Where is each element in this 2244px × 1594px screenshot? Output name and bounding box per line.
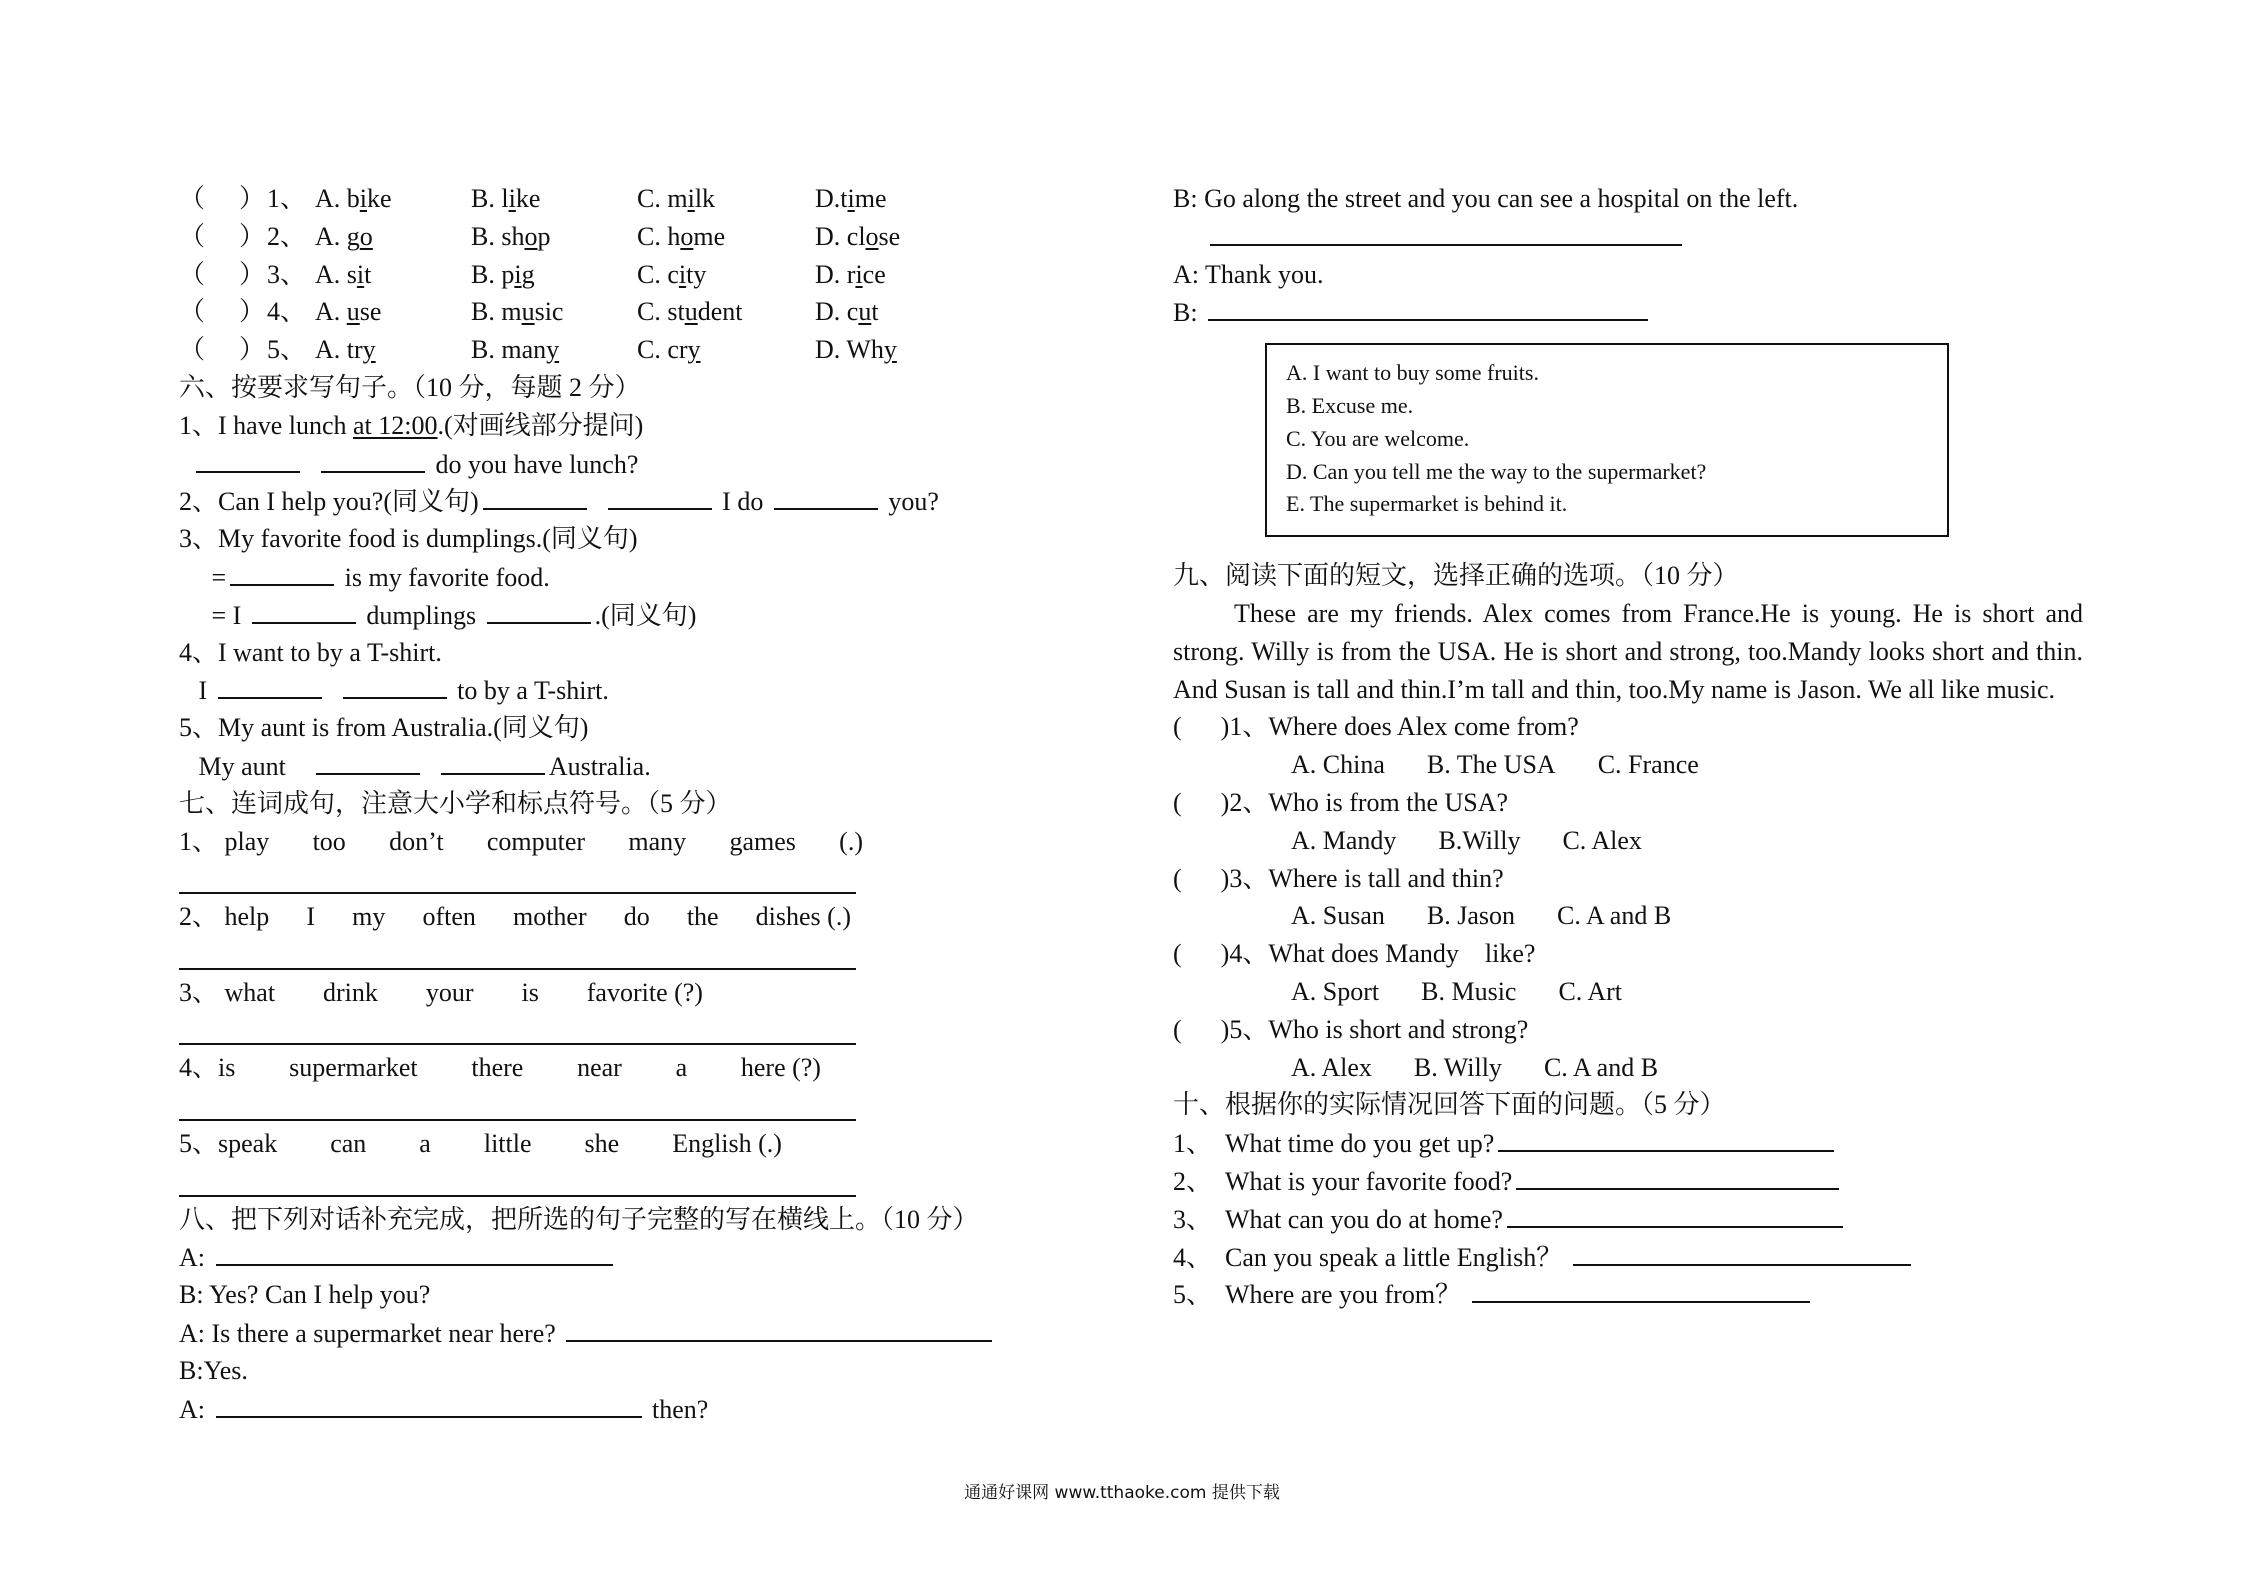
reading-questions [1173, 708, 2083, 1086]
text-segment: .(对画线部分提问) [437, 410, 644, 440]
text-segment: = I [179, 600, 248, 630]
phonetics-option [815, 256, 935, 294]
answer-blank[interactable] [316, 747, 420, 775]
reading-option[interactable]: B. The USA [1426, 750, 1556, 780]
answer-blank[interactable] [252, 596, 356, 624]
answer-paren-open[interactable]: （ [179, 335, 206, 365]
text-segment: 2、Can I help you?(同义句) [179, 487, 479, 517]
text-line [179, 445, 1079, 483]
answer-blank[interactable] [321, 445, 425, 473]
text-line [179, 1276, 1079, 1314]
text-segment: 3、My favorite food is dumplings.(同义句) [179, 524, 638, 554]
text-line [179, 1390, 1079, 1428]
word-scramble-item [179, 898, 1079, 936]
answer-blank[interactable] [566, 1314, 992, 1342]
left-questions [179, 369, 1079, 1427]
text-segment: I [179, 676, 214, 706]
dialogue-line [1173, 180, 2083, 218]
phonetics-option [471, 180, 631, 218]
choice-option: C. You are welcome. [1286, 425, 1470, 451]
answer-questions [1173, 1124, 2083, 1313]
word-scramble-item [179, 974, 1079, 1012]
text-line [179, 407, 1079, 445]
word-scramble-item [179, 1125, 1079, 1163]
choices-box [1265, 343, 1949, 537]
text-line [179, 596, 1079, 634]
option-suffix: me [693, 221, 726, 251]
scrambled-word: is [521, 977, 539, 1007]
dialogue-continued [1173, 180, 2083, 331]
answer-line[interactable] [179, 936, 1079, 974]
text-segment: 4、 Can you speak a little English？ [1173, 1242, 1569, 1272]
answer-paren-close: ） [239, 221, 266, 251]
right-column [1173, 180, 2083, 1313]
underlined-letter: o [865, 221, 879, 251]
text-segment: you? [881, 487, 939, 517]
phonetics-question [179, 331, 1079, 369]
text-segment: B: Yes? Can I help you? [179, 1280, 431, 1310]
option-prefix: C. m [637, 184, 688, 213]
phonetics-question [179, 256, 1079, 294]
option-prefix: B. m [471, 297, 522, 327]
reading-option[interactable]: B. Jason [1426, 901, 1516, 931]
option-prefix: D. r [815, 259, 856, 289]
answer-paren-close: ） [239, 335, 266, 365]
answer-blank[interactable] [216, 1238, 613, 1266]
reading-option[interactable]: A. Mandy [1291, 825, 1397, 855]
reading-option[interactable]: C. France [1597, 750, 1699, 780]
text-segment [591, 487, 604, 516]
section-nine-title: 九、阅读下面的短文，选择正确的选项。（10 分） [1173, 561, 1739, 591]
text-segment: 八、把下列对话补充完成，把所选的句子完整的写在横线上。（10 分） [179, 1204, 979, 1234]
scrambled-word: 1、 play [179, 826, 270, 856]
text-segment: B: Go along the street and you can see a hospital on the left. [1173, 184, 1799, 213]
underlined-letter: i [855, 259, 863, 289]
text-segment: dumplings [359, 600, 483, 630]
scrambled-words [179, 1049, 821, 1087]
underlined-letter: o [680, 221, 694, 251]
scrambled-word: favorite (?) [586, 977, 703, 1007]
reading-option[interactable]: B. Music [1421, 976, 1517, 1006]
phonetics-option [637, 256, 809, 294]
reading-options [1173, 822, 2083, 860]
answer-paren-close: ） [239, 259, 266, 289]
option-prefix: A. g [315, 221, 360, 251]
text-line [179, 747, 1079, 785]
text-segment: 5、 Where are you from？ [1173, 1280, 1468, 1310]
answer-blank[interactable] [1573, 1238, 1911, 1266]
text-segment: then? [645, 1394, 709, 1424]
underlined-letter: u [346, 297, 360, 327]
text-segment: A: [179, 1394, 212, 1424]
option-suffix: ke [515, 184, 541, 213]
word-scramble-item [179, 823, 1079, 861]
text-segment: My aunt [179, 751, 312, 781]
personal-question [1173, 1238, 2083, 1276]
option-suffix: p [537, 221, 551, 251]
text-segment: I do [715, 487, 770, 517]
text-segment [424, 752, 437, 781]
text-line [179, 709, 1079, 747]
personal-question [1173, 1275, 2083, 1313]
text-segment: = [179, 562, 227, 592]
answer-paren-open[interactable]: （ [179, 259, 206, 289]
reading-option[interactable]: C. Alex [1562, 825, 1642, 855]
question-number: 5、 [267, 335, 307, 365]
scrambled-word: mother [512, 902, 587, 932]
underlined-letter: o [359, 221, 373, 251]
phonetics-question [179, 293, 1079, 331]
left-column [179, 180, 1079, 1427]
answer-blank[interactable] [1210, 218, 1682, 246]
answer-blank[interactable] [774, 482, 878, 510]
phonetics-option [471, 293, 631, 331]
phonetics-option [315, 180, 465, 218]
underlined-letter: o [524, 221, 538, 251]
option-suffix: se [359, 297, 382, 327]
answer-line[interactable] [179, 860, 1079, 898]
scrambled-word: drink [323, 977, 378, 1007]
personal-question [1173, 1162, 2083, 1200]
reading-option[interactable]: A. China [1291, 750, 1385, 780]
text-segment [304, 450, 317, 479]
text-segment: 七、连词成句，注意大小学和标点符号。（5 分） [179, 788, 732, 818]
text-line [179, 671, 1079, 709]
underlined-phrase: at 12:00 [353, 410, 438, 440]
scrambled-word: English (.) [672, 1128, 782, 1158]
scrambled-word: too [312, 826, 346, 856]
scrambled-word: can [330, 1128, 367, 1158]
option-prefix: A. tr [315, 335, 363, 365]
answer-line[interactable] [179, 1087, 1079, 1125]
option-prefix: B. man [471, 335, 547, 365]
phonetics-option [637, 180, 809, 218]
option-suffix: lk [694, 184, 716, 213]
option-suffix: ke [367, 184, 392, 213]
reading-option[interactable]: C. Art [1558, 976, 1623, 1006]
option-prefix: C. c [637, 259, 679, 289]
scrambled-word: my [352, 902, 386, 932]
option-prefix: A. s [315, 259, 357, 289]
scrambled-words [179, 974, 703, 1012]
choice-option: A. I want to buy some fruits. [1286, 360, 1539, 386]
text-segment: 4、I want to by a T-shirt. [179, 637, 442, 667]
reading-option[interactable]: C. A and B [1557, 901, 1672, 931]
text-line [179, 1238, 1079, 1276]
choice-option: D. Can you tell me the way to the supermarket? [1286, 458, 1707, 484]
text-segment [326, 676, 339, 705]
underlined-letter: u [521, 297, 535, 327]
answer-blank[interactable] [441, 747, 545, 775]
section-ten-title: 十、根据你的实际情况回答下面的问题。（5 分） [1173, 1090, 1726, 1120]
text-segment: 2、 What is your favorite food? [1173, 1166, 1513, 1196]
underlined-letter: i [356, 259, 365, 289]
text-line [179, 1201, 1079, 1239]
reading-options [1173, 1049, 2083, 1087]
answer-blank[interactable] [1208, 293, 1648, 321]
text-segment: A: Is there a supermarket near here? [179, 1318, 563, 1348]
reading-question: ( )2、Who is from the USA? [1173, 787, 1509, 817]
phonetics-option [637, 218, 809, 256]
underlined-letter: u [684, 297, 698, 327]
scrambled-word: 5、speak [179, 1128, 278, 1158]
reading-question: ( )4、What does Mandy like? [1173, 939, 1536, 969]
answer-blank[interactable] [1516, 1162, 1839, 1190]
scrambled-word: there [471, 1053, 524, 1083]
underlined-letter: i [687, 184, 695, 213]
question-number: 3、 [267, 259, 307, 289]
text-line [179, 1314, 1079, 1352]
option-suffix: ce [862, 259, 886, 289]
scrambled-word: a [419, 1128, 431, 1158]
scrambled-word: many [628, 826, 687, 856]
scrambled-word: she [584, 1128, 620, 1158]
answer-line[interactable] [179, 1163, 1079, 1201]
answer-paren-open[interactable]: （ [179, 184, 206, 213]
reading-option[interactable]: B.Willy [1438, 825, 1521, 855]
phonetics-option [815, 218, 935, 256]
dialogue-line [1173, 256, 2083, 294]
text-segment: 3、 What can you do at home? [1173, 1204, 1503, 1234]
reading-options [1173, 897, 2083, 935]
phonetics-option [315, 218, 465, 256]
option-prefix: C. cr [637, 335, 688, 365]
phonetics-option [471, 218, 631, 256]
answer-blank[interactable] [608, 482, 712, 510]
underlined-letter: i [359, 184, 368, 213]
scrambled-word: the [686, 902, 719, 932]
text-line [179, 520, 1079, 558]
scrambled-words [179, 898, 851, 936]
answer-paren-close: ） [239, 297, 266, 327]
reading-option[interactable]: B. Willy [1413, 1052, 1502, 1082]
dialogue-line [1173, 218, 2083, 256]
text-line [179, 1352, 1079, 1390]
scrambled-words [179, 823, 863, 861]
text-line [179, 558, 1079, 596]
reading-option[interactable]: C. A and B [1543, 1052, 1659, 1082]
underlined-letter: i [508, 184, 516, 213]
text-segment: is my favorite food. [338, 562, 550, 592]
answer-blank[interactable] [218, 671, 322, 699]
reading-question: ( )3、Where is tall and thin? [1173, 863, 1504, 893]
reading-options [1173, 973, 2083, 1011]
scrambled-word: don’t [389, 826, 444, 856]
dialogue-line [1173, 293, 2083, 331]
option-suffix: me [854, 184, 887, 213]
text-segment: .(同义句) [594, 600, 697, 630]
phonetics-question [179, 218, 1079, 256]
option-suffix: g [521, 259, 535, 289]
scrambled-word: near [577, 1053, 622, 1083]
question-number: 1、 [267, 184, 307, 213]
word-scramble-item [179, 1049, 1079, 1087]
option-prefix: A. [315, 297, 347, 327]
footer-watermark: 通通好课网 www.tthaoke.com 提供下载 [964, 1483, 1280, 1503]
answer-paren-open[interactable]: （ [179, 221, 206, 251]
scrambled-word: often [422, 902, 476, 932]
answer-blank[interactable] [230, 558, 334, 586]
option-suffix: se [878, 221, 901, 251]
phonetics-option [471, 331, 631, 369]
underlined-letter: i [514, 259, 522, 289]
text-line [179, 369, 1079, 407]
question-number: 4、 [267, 297, 307, 327]
text-segment: 1、I have lunch [179, 410, 354, 440]
answer-line[interactable] [179, 1012, 1079, 1050]
text-line [179, 634, 1079, 672]
option-prefix: A. b [315, 184, 360, 213]
option-prefix: D. c [815, 297, 859, 327]
scrambled-word: dishes (.) [755, 902, 851, 932]
choice-option: B. Excuse me. [1286, 392, 1414, 418]
phonetics-option [815, 293, 935, 331]
text-segment [179, 450, 192, 479]
phonetics-option [815, 180, 935, 218]
option-prefix: D.t [815, 184, 848, 213]
reading-passage: These are my friends. Alex comes from France.He is young. He is short and strong. Willy is from the USA. He is short and strong, too.Mandy looks short and thin. And Susan is tall and thin.I’m tall and thin, too.My name is Jason. We all like music. [1173, 598, 2083, 704]
phonetics-section [179, 180, 1079, 369]
scrambled-word: I [306, 902, 316, 932]
question-number: 2、 [267, 221, 307, 251]
option-suffix: t [871, 297, 879, 327]
scrambled-word: 3、 what [179, 977, 276, 1007]
option-suffix: ty [686, 259, 707, 289]
scrambled-word: do [623, 902, 650, 932]
underlined-letter: y [362, 335, 376, 365]
option-prefix: D. cl [815, 221, 866, 251]
text-segment: B:Yes. [179, 1355, 248, 1385]
phonetics-option [471, 256, 631, 294]
answer-paren-close: ） [239, 184, 266, 213]
text-segment: A: Thank you. [1173, 259, 1324, 289]
scrambled-word: supermarket [289, 1053, 418, 1083]
reading-option[interactable]: A. Sport [1291, 976, 1380, 1006]
answer-blank[interactable] [343, 671, 447, 699]
answer-blank[interactable] [483, 482, 587, 510]
text-segment [1173, 223, 1206, 252]
text-segment: A: [179, 1243, 212, 1273]
phonetics-option [637, 293, 809, 331]
choice-option: E. The supermarket is behind it. [1286, 491, 1568, 517]
underlined-letter: i [678, 259, 687, 289]
scrambled-words [179, 1125, 782, 1163]
answer-blank[interactable] [1507, 1200, 1843, 1228]
option-prefix: B. sh [471, 221, 525, 251]
phonetics-option [637, 331, 809, 369]
option-prefix: C. st [637, 297, 685, 327]
scrambled-word: your [425, 977, 474, 1007]
option-suffix: dent [697, 297, 743, 327]
option-prefix: C. h [637, 221, 681, 251]
text-segment: do you have lunch? [429, 449, 639, 479]
option-prefix: B. p [471, 259, 515, 289]
reading-option[interactable]: A. Susan [1291, 901, 1385, 931]
text-line [179, 482, 1079, 520]
underlined-letter: i [847, 184, 855, 213]
text-segment: 5、My aunt is from Australia.(同义句) [179, 713, 589, 743]
text-segment: 1、 What time do you get up? [1173, 1129, 1495, 1159]
phonetics-option [315, 256, 465, 294]
text-segment: B: [1173, 298, 1205, 328]
underlined-letter: u [858, 297, 872, 327]
phonetics-option [315, 293, 465, 331]
reading-option[interactable]: A. Alex [1291, 1052, 1372, 1082]
scrambled-word: computer [486, 826, 586, 856]
answer-blank[interactable] [1472, 1275, 1810, 1303]
personal-question [1173, 1124, 2083, 1162]
scrambled-word: 4、is [179, 1053, 236, 1083]
answer-paren-open[interactable]: （ [179, 297, 206, 327]
answer-blank[interactable] [216, 1390, 642, 1418]
reading-question: ( )5、Who is short and strong? [1173, 1014, 1529, 1044]
text-line [179, 785, 1079, 823]
answer-blank[interactable] [196, 445, 300, 473]
option-prefix: B. l [471, 184, 509, 213]
scrambled-word: here (?) [740, 1053, 821, 1083]
text-segment: Australia. [548, 751, 651, 781]
text-segment: to by a T-shirt. [450, 676, 609, 706]
option-suffix: t [364, 259, 372, 289]
scrambled-word: a [675, 1053, 688, 1083]
text-segment: 六、按要求写句子。（10 分，每题 2 分） [179, 372, 641, 402]
scrambled-word: little [483, 1128, 532, 1158]
personal-question [1173, 1200, 2083, 1238]
underlined-letter: y [546, 335, 560, 365]
reading-question: ( )1、Where does Alex come from? [1173, 712, 1579, 742]
underlined-letter: y [883, 335, 897, 365]
answer-blank[interactable] [1498, 1124, 1834, 1152]
reading-options [1173, 746, 2083, 784]
scrambled-word: games [729, 826, 796, 856]
scrambled-word: 2、 help [179, 902, 270, 932]
scrambled-word: (.) [839, 826, 863, 856]
phonetics-option [315, 331, 465, 369]
underlined-letter: y [687, 335, 701, 365]
answer-blank[interactable] [487, 596, 591, 624]
phonetics-option [815, 331, 935, 369]
option-suffix: sic [534, 297, 564, 327]
option-prefix: D. Wh [815, 335, 884, 365]
phonetics-question [179, 180, 1079, 218]
